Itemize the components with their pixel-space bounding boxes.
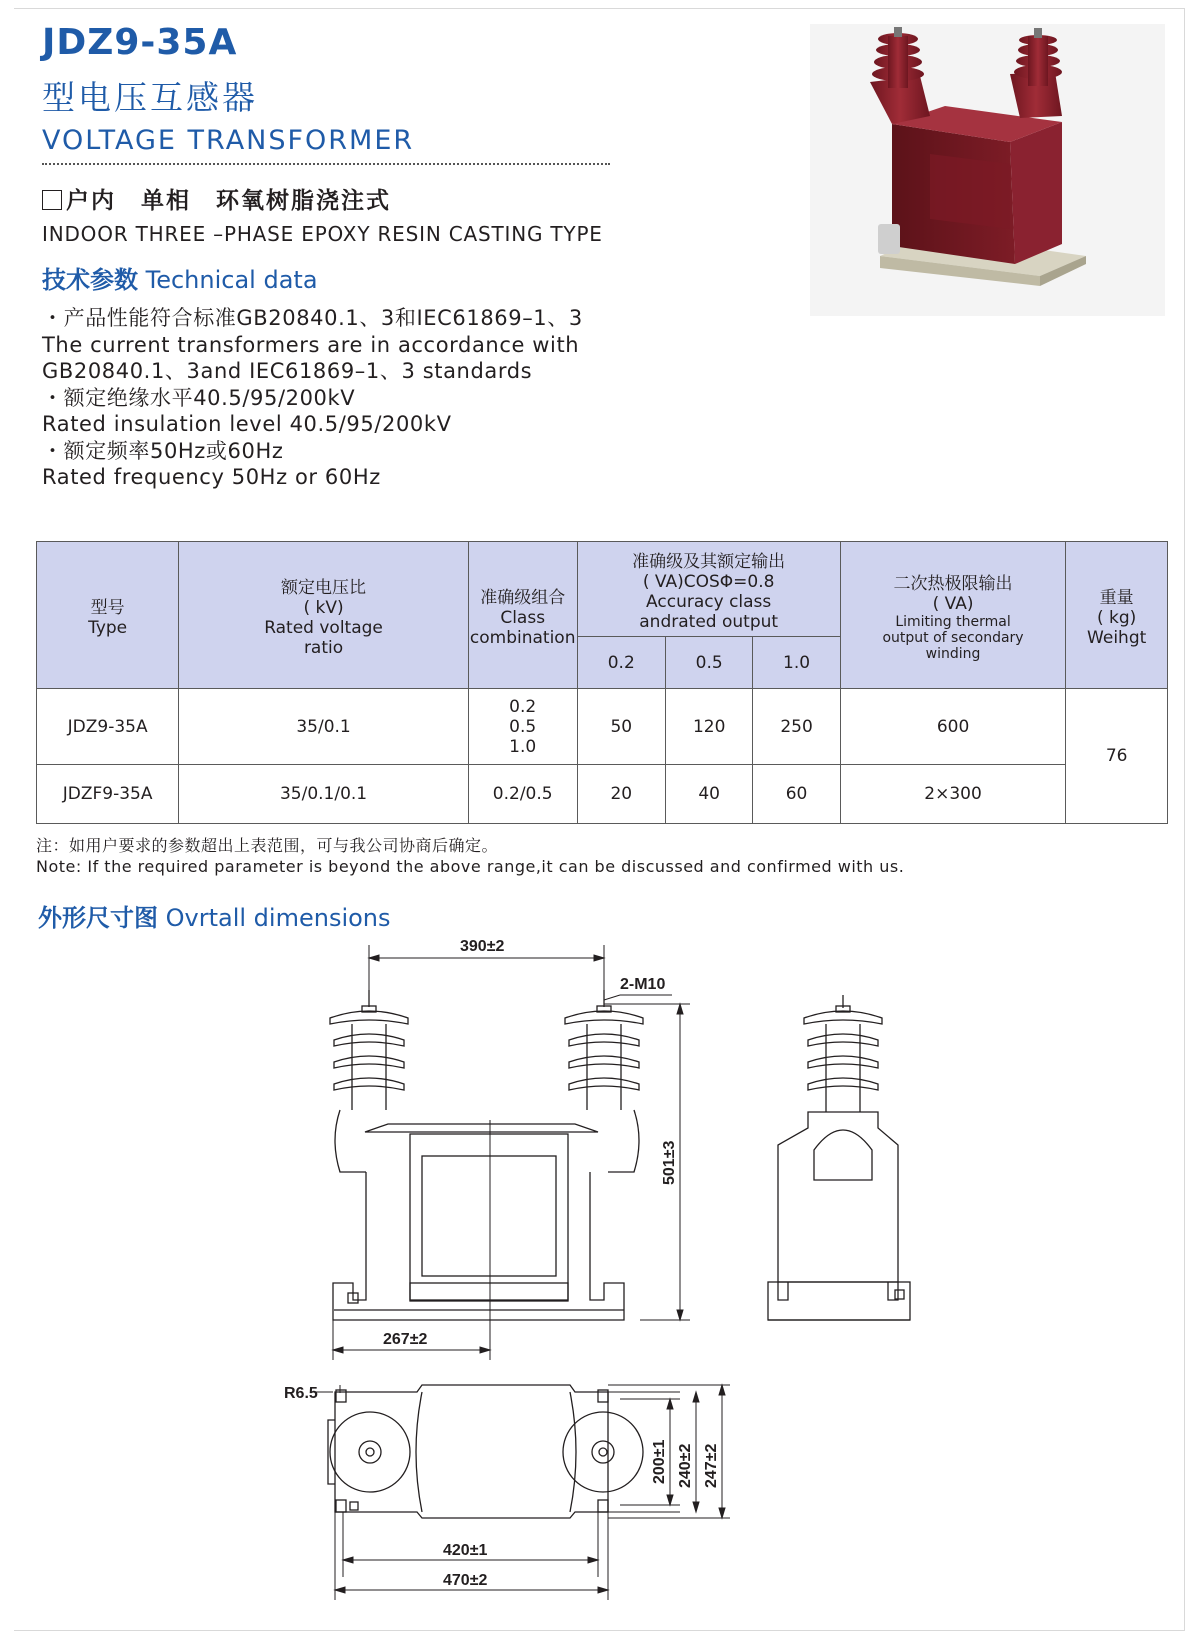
left-insulator <box>330 990 408 1172</box>
cell-weight: 76 <box>1066 689 1168 824</box>
header-class-cn: 准确级组合 <box>480 587 566 608</box>
spec-line: Rated insulation level 40.5/95/200kV <box>42 412 452 436</box>
header-acc-unit: ( VA)COSΦ=0.8 <box>642 571 775 592</box>
side-view <box>768 995 910 1320</box>
spec-line: ・产品性能符合标准GB20840.1、3和IEC61869–1、3 <box>42 306 583 330</box>
dim-depth-200: 200±1 <box>651 1439 668 1484</box>
cell-output: 120 <box>665 689 752 765</box>
header-ratio-en2: ratio <box>303 637 344 658</box>
cell-output: 20 <box>577 765 665 824</box>
cell-output: 40 <box>665 765 752 824</box>
technical-heading-cn: 技术参数 <box>42 266 138 294</box>
cell-output: 60 <box>753 765 840 824</box>
header-acc-sub: 0.2 <box>577 637 665 689</box>
header-weight-cn: 重量 <box>1099 587 1134 608</box>
header-ratio-unit: ( kV) <box>303 597 344 618</box>
front-view <box>330 990 643 1320</box>
header-type-en: Type <box>88 617 128 638</box>
cell-type: JDZF9-35A <box>37 765 179 824</box>
dim-width-420: 420±1 <box>443 1542 488 1559</box>
cell-class: 0.2/0.5 <box>468 765 577 824</box>
dim-depth-240: 240±2 <box>677 1443 694 1488</box>
dim-depth-247: 247±2 <box>703 1443 720 1488</box>
spec-line: GB20840.1、3and IEC61869–1、3 standards <box>42 359 533 383</box>
spec-line: ・额定绝缘水平40.5/95/200kV <box>42 385 356 410</box>
model-number: JDZ9-35A <box>42 22 238 63</box>
title-english: VOLTAGE TRANSFORMER <box>42 125 415 156</box>
header-acc-sub: 1.0 <box>753 637 840 689</box>
dim-width-470: 470±2 <box>443 1572 488 1589</box>
spec-line: ・额定频率50Hz或60Hz <box>42 438 284 463</box>
header-ratio-cn: 额定电压比 <box>281 577 367 598</box>
header-limit-en2: output of secondary <box>882 629 1024 646</box>
cell-class-line: 0.2 <box>509 696 537 717</box>
right-insulator <box>565 990 643 1172</box>
cell-ratio: 35/0.1/0.1 <box>179 765 469 824</box>
dim-radius: R6.5 <box>284 1385 318 1402</box>
front-dimension-lines <box>333 945 690 1360</box>
dim-base-half: 267±2 <box>383 1331 428 1348</box>
cell-limit: 600 <box>840 689 1066 765</box>
header-limit-cn: 二次热极限输出 <box>893 573 1013 594</box>
header-acc-en1: Accuracy class <box>646 591 772 612</box>
header-weight-unit: ( kg) <box>1097 607 1137 628</box>
spec-line: Rated frequency 50Hz or 60Hz <box>42 465 381 489</box>
dim-top-span: 390±2 <box>460 938 505 955</box>
cell-class-line: 0.5 <box>509 716 537 737</box>
note-cn: 注：如用户要求的参数超出上表范围，可与我公司协商后确定。 <box>36 836 499 855</box>
header-acc-cn: 准确级及其额定输出 <box>632 551 786 572</box>
header-acc-en2: andrated output <box>639 611 779 632</box>
subtype-chinese-text: 户内 单相 环氧树脂浇注式 <box>66 188 391 214</box>
cell-output: 250 <box>753 689 840 765</box>
dimensions-heading-en: Ovrtall dimensions <box>165 904 391 932</box>
header-limit-en3: winding <box>925 645 981 662</box>
cell-type: JDZ9-35A <box>37 689 179 765</box>
header-class-en2: combination <box>469 627 576 648</box>
cell-ratio: 35/0.1 <box>179 689 469 765</box>
header-ratio-en1: Rated voltage <box>264 617 383 638</box>
top-dimension-lines <box>316 1385 730 1600</box>
dimensions-heading-cn: 外形尺寸图 <box>38 904 158 932</box>
dim-height: 501±3 <box>661 1140 678 1185</box>
header-acc-sub: 0.5 <box>665 637 752 689</box>
technical-heading-en: Technical data <box>145 266 318 294</box>
dim-bolt: 2-M10 <box>620 976 666 993</box>
top-view <box>328 1385 643 1518</box>
header-limit-unit: ( VA) <box>932 593 974 614</box>
subtype-english: INDOOR THREE –PHASE EPOXY RESIN CASTING TYPE <box>42 222 603 246</box>
note-en: Note: If the required parameter is beyond the above range,it can be discussed and confirmed with us. <box>36 857 905 876</box>
header-type-cn: 型号 <box>90 597 125 618</box>
header-weight-en: Weihgt <box>1087 627 1147 648</box>
spec-line: The current transformers are in accordance with <box>42 332 580 357</box>
cell-limit: 2×300 <box>840 765 1066 824</box>
cell-class-line: 1.0 <box>509 736 537 757</box>
header-class-en1: Class <box>500 607 546 628</box>
title-chinese: 型电压互感器 <box>42 78 258 117</box>
cell-output: 50 <box>577 689 665 765</box>
header-limit-en1: Limiting thermal <box>895 613 1011 630</box>
